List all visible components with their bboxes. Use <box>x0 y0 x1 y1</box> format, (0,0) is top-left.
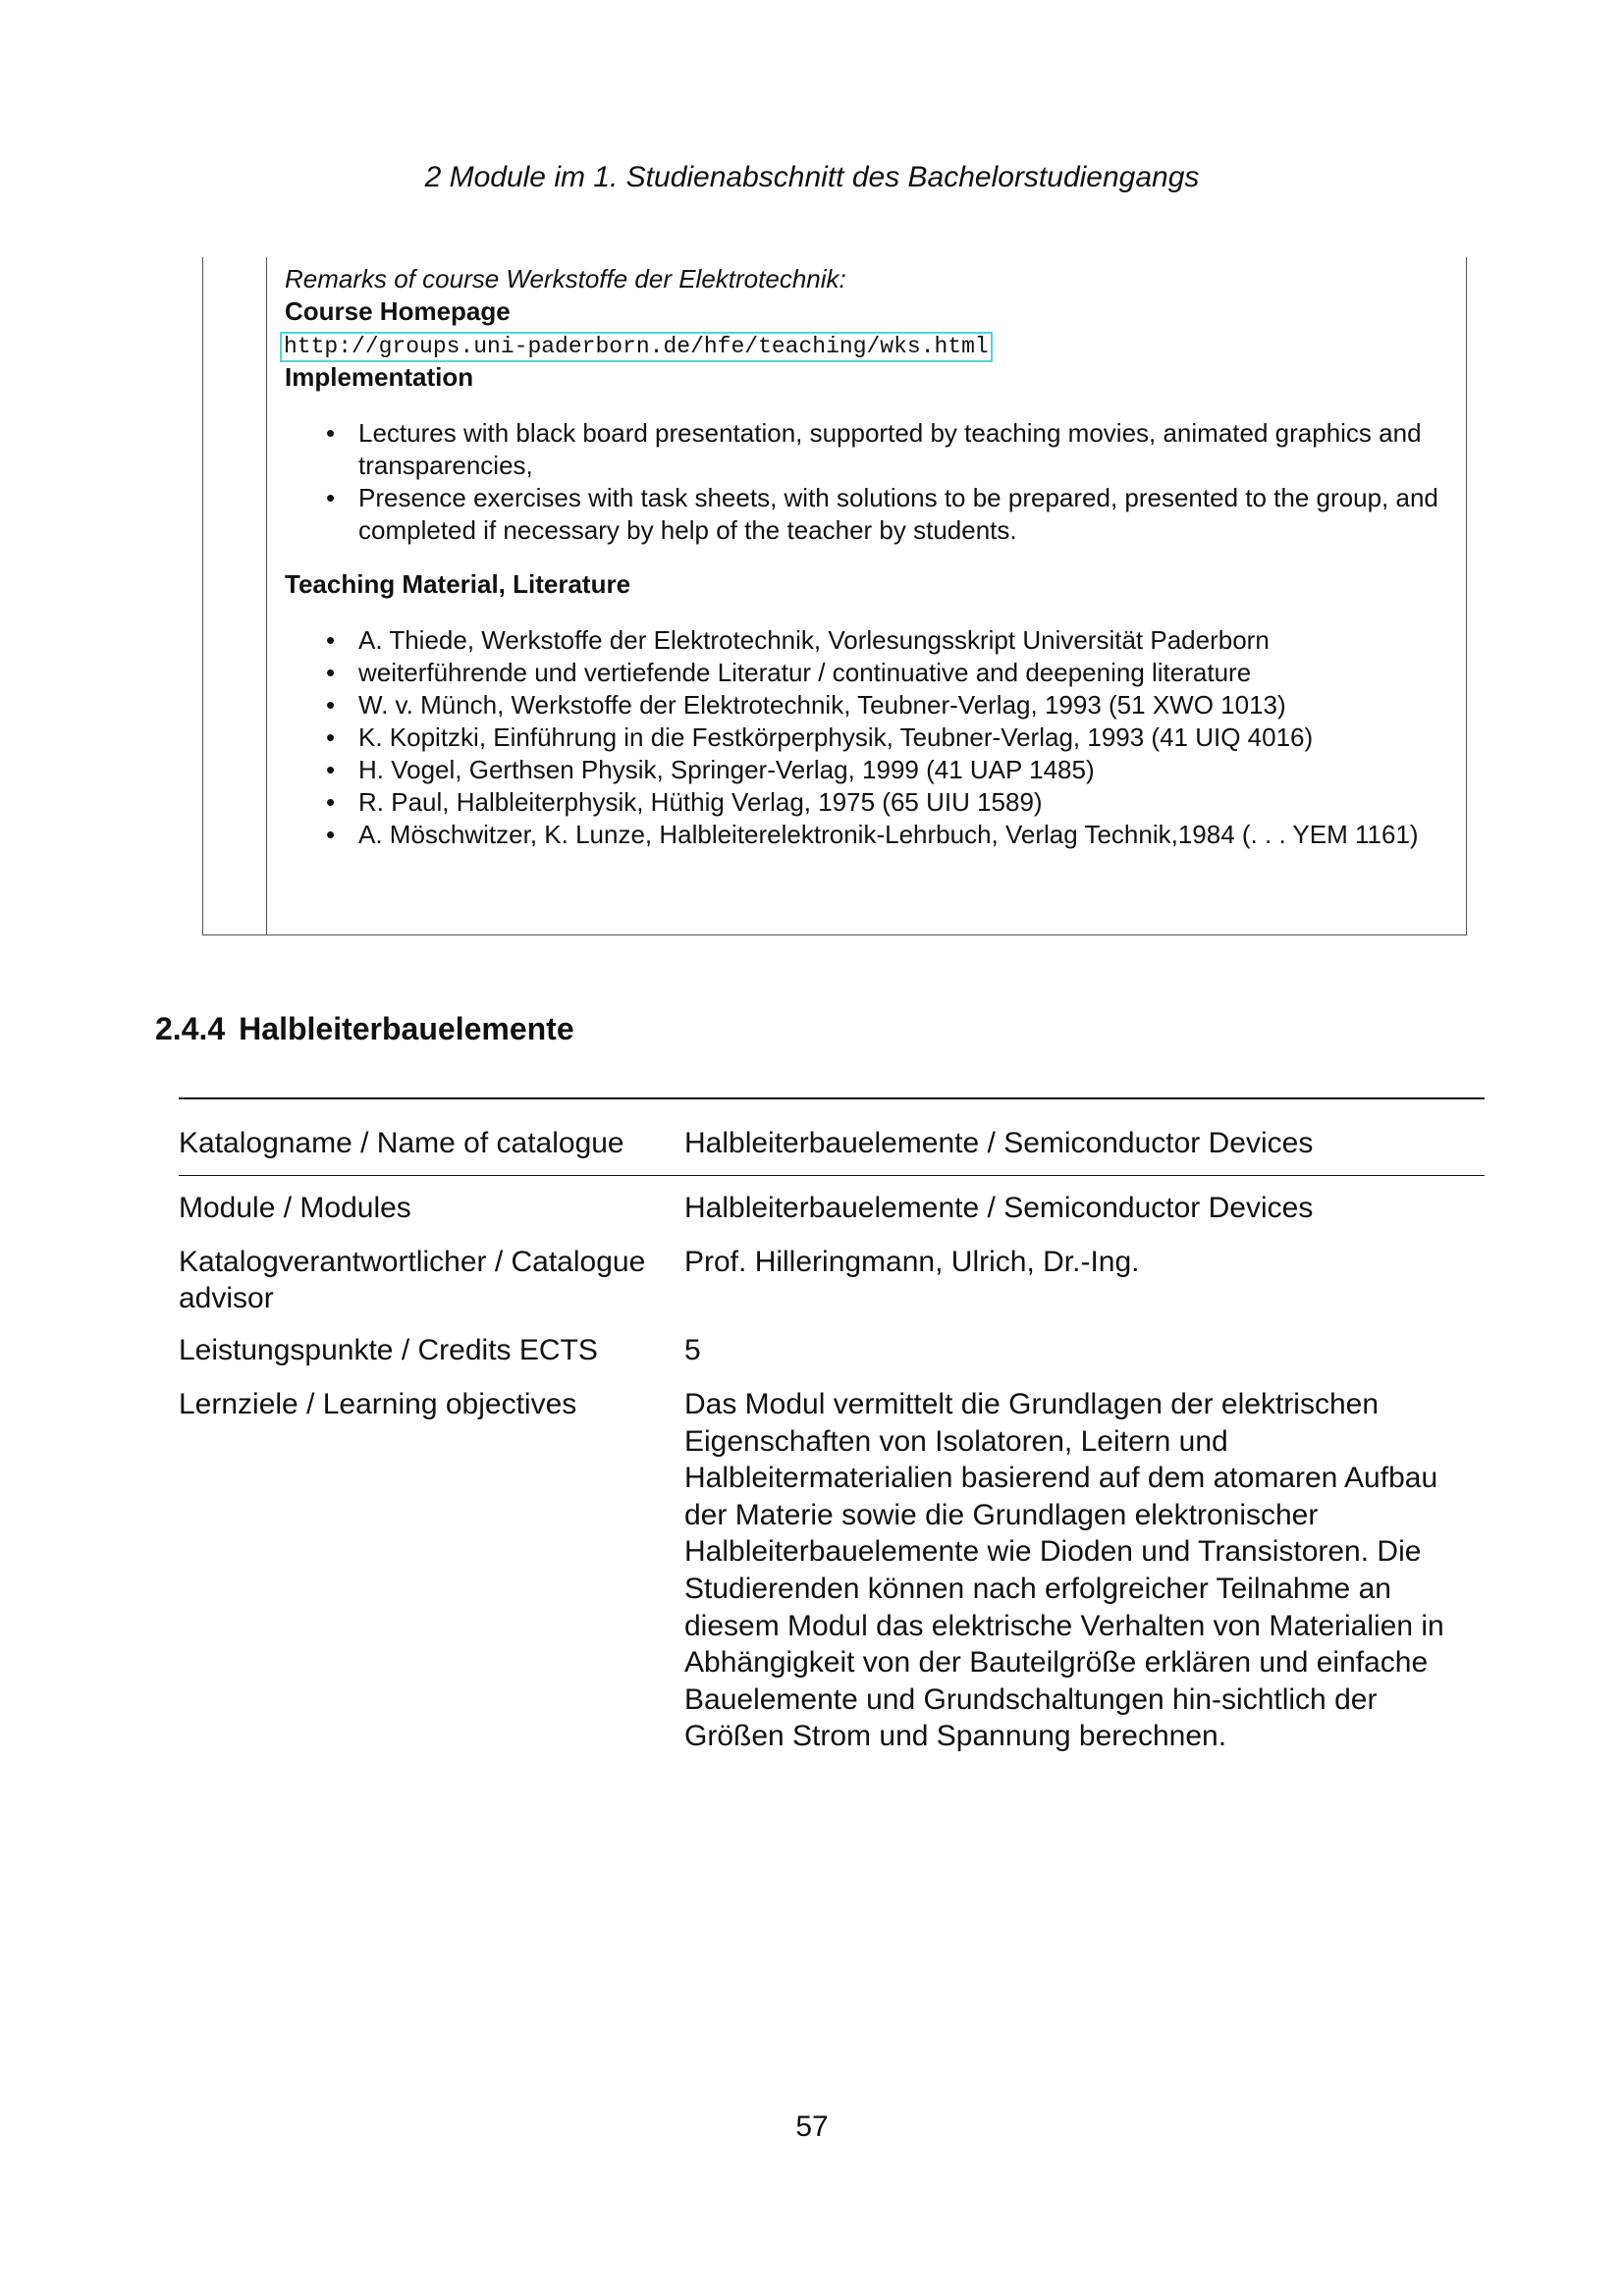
running-header: 2 Module im 1. Studienabschnitt des Bachelorstudiengangs <box>424 161 1200 193</box>
literature-list <box>285 624 1448 851</box>
section-title: Halbleiterbauelemente <box>239 1011 574 1046</box>
table-header-row <box>179 1099 1485 1175</box>
section-heading <box>155 1011 574 1047</box>
catalog-name-label: Katalogname / Name of catalogue <box>179 1127 624 1159</box>
literature-label: Teaching Material, Literature <box>285 569 631 599</box>
course-homepage-label: Course Homepage <box>285 296 511 326</box>
list-item: • Presence exercises with task sheets, with solutions to be prepared, presented to the group, and completed if necessary by help of the teacher by students. <box>285 482 1448 547</box>
list-item: • Lectures with black board presentation, supported by teaching movies, animated graphics and transparencies, <box>285 417 1448 482</box>
list-item: • A. Thiede, Werkstoffe der Elektrotechnik, Vorlesungsskript Universität Paderborn <box>285 624 1448 657</box>
row-value: Prof. Hilleringmann, Ulrich, Dr.-Ing. <box>684 1246 1140 1278</box>
implementation-label: Implementation <box>285 362 474 392</box>
list-item: • K. Kopitzki, Einführung in die Festkörperphysik, Teubner-Verlag, 1993 (41 UIQ 4016) <box>285 721 1448 754</box>
table-row <box>179 1368 1485 1755</box>
page-number: 57 <box>795 2110 829 2143</box>
table-row <box>179 1316 1485 1368</box>
list-item: • weiterführende und vertiefende Literatur / continuative and deepening literature <box>285 657 1448 689</box>
list-item: • A. Möschwitzer, K. Lunze, Halbleiterelektronik-Lehrbuch, Verlag Technik,1984 (. . . YEM 1161) <box>285 819 1448 851</box>
row-value: Halbleiterbauelemente / Semiconductor Devices <box>684 1192 1314 1224</box>
implementation-list <box>285 417 1448 547</box>
row-label: Katalogverantwortlicher / Catalogue advisor <box>179 1246 646 1314</box>
remarks-content <box>285 263 1448 851</box>
row-value: Das Modul vermittelt die Grundlagen der elektrischen Eigenschaften von Isolatoren, Leitern und Halbleitermaterialien basierend auf dem atomaren Aufbau der Materie sowie die Grundlagen elektronischer Halbleiterbauelemente wie Dioden und Transistoren. Die Studierenden können nach erfolgreicher Teilnahme an diesem Modul das elektrische Verhalten von Materialien in Abhängigkeit von der Bauteilgröße erklären und einfache Bauelemente und Grundschaltungen hin-sichtlich der Größen Strom und Spannung berechnen. <box>684 1388 1444 1753</box>
list-item: • R. Paul, Halbleiterphysik, Hüthig Verlag, 1975 (65 UIU 1589) <box>285 786 1448 819</box>
remarks-title: Remarks of course Werkstoffe der Elektrotechnik: <box>285 264 846 294</box>
list-item: • H. Vogel, Gerthsen Physik, Springer-Verlag, 1999 (41 UAP 1485) <box>285 754 1448 786</box>
table-row <box>179 1176 1485 1226</box>
catalog-table <box>179 1097 1485 1755</box>
row-label: Lernziele / Learning objectives <box>179 1388 577 1420</box>
remarks-inner-rule <box>266 257 267 934</box>
row-value: 5 <box>684 1334 701 1366</box>
section-number: 2.4.4 <box>155 1011 226 1046</box>
table-row <box>179 1226 1485 1316</box>
row-label: Module / Modules <box>179 1192 411 1224</box>
course-homepage-link[interactable]: http://groups.uni-paderborn.de/hfe/teaching/wks.html <box>284 334 989 359</box>
catalog-name-value: Halbleiterbauelemente / Semiconductor Devices <box>684 1127 1314 1159</box>
row-label: Leistungspunkte / Credits ECTS <box>179 1334 598 1366</box>
list-item: • W. v. Münch, Werkstoffe der Elektrotechnik, Teubner-Verlag, 1993 (51 XWO 1013) <box>285 689 1448 721</box>
